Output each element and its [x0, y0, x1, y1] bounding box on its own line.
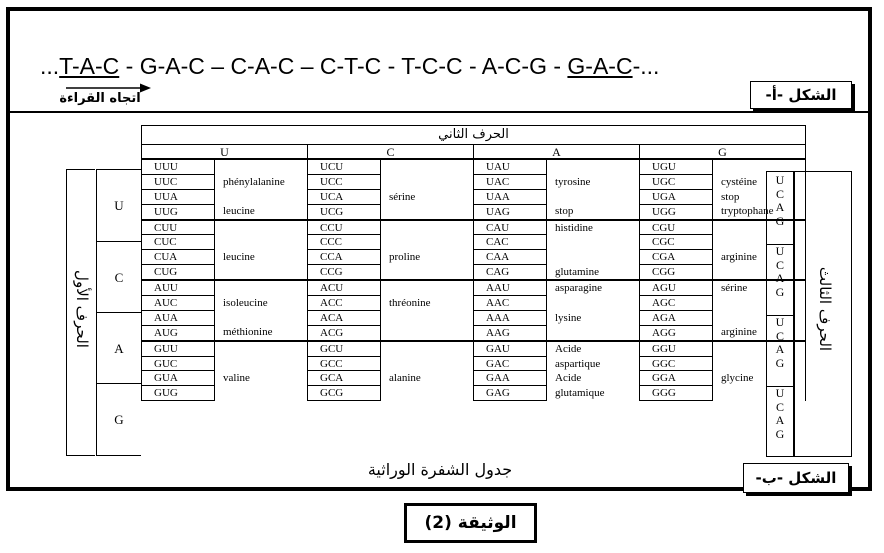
amino-acid-cell: thréonine — [381, 296, 474, 311]
third-letter: U — [775, 173, 785, 187]
third-letter: G — [775, 284, 785, 299]
amino-acid-cell: isoleucine — [215, 296, 308, 311]
codon-cell: CGG — [640, 265, 713, 280]
first-letter: A — [97, 312, 141, 384]
separator: - — [553, 53, 562, 79]
codon-cell: CUC — [142, 235, 215, 250]
codon-rows — [142, 159, 806, 401]
amino-acid-cell — [547, 159, 640, 174]
first-letter-header — [66, 169, 95, 456]
amino-acid-cell — [381, 204, 474, 219]
third-letter: G — [775, 426, 785, 441]
codon-cell: GUC — [142, 356, 215, 371]
separator: – — [300, 53, 314, 79]
amino-acid-cell: arginine — [713, 325, 806, 340]
amino-acid-cell: Acide — [547, 341, 640, 356]
amino-acid-cell — [381, 356, 474, 371]
amino-acid-cell: proline — [381, 250, 474, 265]
codon-cell: UAA — [474, 189, 547, 204]
codon-cell: UGU — [640, 159, 713, 174]
codon: T-A-C — [59, 53, 120, 79]
amino-acid-cell — [381, 341, 474, 356]
table-row — [142, 220, 806, 235]
third-letter: U — [775, 244, 785, 258]
amino-acid-cell — [381, 235, 474, 250]
amino-acid-cell — [381, 159, 474, 174]
codon-cell: ACU — [308, 280, 381, 295]
codon-cell: GGA — [640, 371, 713, 386]
third-letter: U — [775, 315, 785, 329]
separator: - — [125, 53, 134, 79]
amino-acid-cell: glutamine — [547, 265, 640, 280]
divider — [10, 111, 868, 113]
amino-acid-cell — [215, 265, 308, 280]
amino-acid-cell: phénylalanine — [215, 174, 308, 189]
second-letter-header: G — [640, 145, 806, 160]
codon-cell: GAG — [474, 386, 547, 401]
codon-cell: AUG — [142, 325, 215, 340]
first-letter-title: الحرف الأول — [73, 270, 91, 348]
codon-cell: CCA — [308, 250, 381, 265]
third-letter: C — [775, 257, 784, 272]
codon-cell: UAU — [474, 159, 547, 174]
table-row — [142, 159, 806, 174]
codon-cell: UCA — [308, 189, 381, 204]
codon-cell: GCU — [308, 341, 381, 356]
codon-cell: UGC — [640, 174, 713, 189]
second-letter-header: C — [308, 145, 474, 160]
first-letter: G — [97, 383, 141, 455]
codon-cell: GGG — [640, 386, 713, 401]
codon-cell: CAA — [474, 250, 547, 265]
amino-acid-cell: glutamique — [547, 386, 640, 401]
codon-cell: GCC — [308, 356, 381, 371]
third-letter-column — [766, 171, 794, 457]
codon-cell: UAC — [474, 174, 547, 189]
codon-cell: UCG — [308, 204, 381, 219]
codon: C-T-C — [319, 53, 382, 79]
codon-cell: UUA — [142, 189, 215, 204]
third-letter-group — [767, 314, 793, 387]
codon: G-A-C — [139, 53, 205, 79]
amino-acid-cell: leucine — [215, 204, 308, 219]
amino-acid-cell: sérine — [713, 280, 806, 295]
codon-cell: CGC — [640, 235, 713, 250]
codon-cell: UUU — [142, 159, 215, 174]
amino-acid-cell — [215, 310, 308, 325]
table-row — [142, 310, 806, 325]
figure-b-label: الشكل -ب- — [743, 463, 849, 493]
third-letter: C — [775, 399, 784, 414]
codon-cell: GGC — [640, 356, 713, 371]
codon-cell: CUU — [142, 220, 215, 235]
document-frame — [6, 7, 872, 491]
third-letter: G — [775, 213, 785, 228]
table-row — [142, 296, 806, 311]
amino-acid-cell: cystéine — [713, 174, 806, 189]
amino-acid-cell — [547, 235, 640, 250]
amino-acid-cell: méthionine — [215, 325, 308, 340]
codon-cell: AAA — [474, 310, 547, 325]
codon-cell: CGU — [640, 220, 713, 235]
codon-cell: GGU — [640, 341, 713, 356]
codon-cell: CAU — [474, 220, 547, 235]
amino-acid-cell: tyrosine — [547, 174, 640, 189]
table-row — [142, 204, 806, 219]
codon-cell: ACC — [308, 296, 381, 311]
document-label: الوثيقة (2) — [404, 503, 537, 543]
amino-acid-cell: histidine — [547, 220, 640, 235]
amino-acid-cell: glycine — [713, 371, 806, 386]
amino-acid-cell — [381, 325, 474, 340]
amino-acid-cell — [547, 189, 640, 204]
amino-acid-cell — [547, 296, 640, 311]
amino-acid-cell: sérine — [381, 189, 474, 204]
amino-acid-cell — [381, 174, 474, 189]
codon-cell: GCG — [308, 386, 381, 401]
codon-cell: GCA — [308, 371, 381, 386]
codon-cell: ACG — [308, 325, 381, 340]
table-row — [142, 280, 806, 295]
codon-cell: UCC — [308, 174, 381, 189]
amino-acid-cell — [215, 356, 308, 371]
first-letter-column — [96, 169, 141, 456]
amino-acid-cell — [215, 280, 308, 295]
separator: - — [469, 53, 477, 79]
first-letter: U — [114, 197, 124, 213]
codon-cell: UGG — [640, 204, 713, 219]
amino-acid-cell: Acide — [547, 371, 640, 386]
table-row — [142, 250, 806, 265]
codon-cell: CCU — [308, 220, 381, 235]
codon-cell: AUC — [142, 296, 215, 311]
codon-cell: AAU — [474, 280, 547, 295]
codon-cell: CCC — [308, 235, 381, 250]
amino-acid-cell: tryptophane — [713, 204, 806, 219]
codon-cell: CAC — [474, 235, 547, 250]
third-letter: G — [775, 355, 785, 370]
amino-acid-cell: alanine — [381, 371, 474, 386]
first-letter: C — [97, 241, 141, 313]
second-letter-header: A — [474, 145, 640, 160]
codon-cell: UUC — [142, 174, 215, 189]
third-letter: A — [775, 200, 785, 215]
codon-cell: GUG — [142, 386, 215, 401]
third-letter: A — [775, 413, 785, 428]
amino-acid-cell — [381, 280, 474, 295]
codon-cell: AUA — [142, 310, 215, 325]
table-row — [142, 386, 806, 401]
amino-acid-cell — [381, 220, 474, 235]
separator: - — [387, 53, 396, 79]
table-row — [142, 174, 806, 189]
codon-cell: AAG — [474, 325, 547, 340]
table-caption: جدول الشفرة الوراثية — [367, 460, 513, 479]
third-letter-group — [767, 172, 793, 245]
amino-acid-cell — [215, 235, 308, 250]
codon-cell: GAC — [474, 356, 547, 371]
amino-acid-cell — [381, 310, 474, 325]
sequence-prefix: ... — [40, 53, 60, 79]
third-letter: C — [775, 328, 784, 343]
amino-acid-cell — [381, 265, 474, 280]
amino-acid-cell: valine — [215, 371, 308, 386]
codon-cell: AGC — [640, 296, 713, 311]
amino-acid-cell: arginine — [713, 250, 806, 265]
codon-cell: GUA — [142, 371, 215, 386]
codon-cell: UGA — [640, 189, 713, 204]
amino-acid-cell — [215, 159, 308, 174]
third-letter-group — [767, 385, 793, 457]
table-row — [142, 341, 806, 356]
table-row — [142, 235, 806, 250]
amino-acid-cell: stop — [547, 204, 640, 219]
amino-acid-cell — [215, 189, 308, 204]
codon: G-A-C — [567, 53, 633, 79]
reading-direction-label: اتجاه القراءة — [59, 91, 141, 106]
codon-cell: GAU — [474, 341, 547, 356]
amino-acid-cell — [381, 386, 474, 401]
figure-a-label: الشكل -أ- — [750, 81, 852, 109]
sequence-suffix: -... — [632, 53, 660, 79]
codon-cell: AUU — [142, 280, 215, 295]
codon-cell: AGG — [640, 325, 713, 340]
third-letter: A — [775, 342, 785, 357]
codon-cell: CGA — [640, 250, 713, 265]
amino-acid-cell: stop — [713, 189, 806, 204]
dna-sequence — [40, 53, 860, 80]
amino-acid-cell — [547, 325, 640, 340]
amino-acid-cell: aspartique — [547, 356, 640, 371]
codon-cell: GAA — [474, 371, 547, 386]
table-row — [142, 371, 806, 386]
codon-cell: CUA — [142, 250, 215, 265]
amino-acid-cell — [215, 341, 308, 356]
codon-cell: UAG — [474, 204, 547, 219]
third-letter: A — [775, 271, 785, 286]
table-row — [142, 265, 806, 280]
codon-cell: CUG — [142, 265, 215, 280]
amino-acid-cell — [215, 220, 308, 235]
third-letter-group — [767, 243, 793, 316]
codon-cell: AGU — [640, 280, 713, 295]
separator: – — [211, 53, 225, 79]
codon: C-A-C — [230, 53, 295, 79]
codon-cell: CAG — [474, 265, 547, 280]
codon-cell: CCG — [308, 265, 381, 280]
codon-cell: UUG — [142, 204, 215, 219]
third-letter: C — [775, 186, 784, 201]
genetic-code-table — [141, 125, 806, 401]
amino-acid-cell — [547, 250, 640, 265]
codon-cell: AAC — [474, 296, 547, 311]
codon: A-C-G — [481, 53, 547, 79]
table-row — [142, 189, 806, 204]
codon-cell: ACA — [308, 310, 381, 325]
codon: T-C-C — [401, 53, 463, 79]
codon-cell: AGA — [640, 310, 713, 325]
amino-acid-cell: lysine — [547, 310, 640, 325]
third-letter: U — [775, 386, 785, 400]
second-letter-title: الحرف الثاني — [142, 126, 806, 145]
amino-acid-cell — [215, 386, 308, 401]
table-row — [142, 356, 806, 371]
codon-cell: UCU — [308, 159, 381, 174]
amino-acid-cell: leucine — [215, 250, 308, 265]
amino-acid-cell: asparagine — [547, 280, 640, 295]
second-letter-header: U — [142, 145, 308, 160]
third-letter-header — [794, 171, 852, 457]
table-row — [142, 325, 806, 340]
third-letter-title: الحرف الثالث — [816, 266, 834, 352]
codon-cell: GUU — [142, 341, 215, 356]
